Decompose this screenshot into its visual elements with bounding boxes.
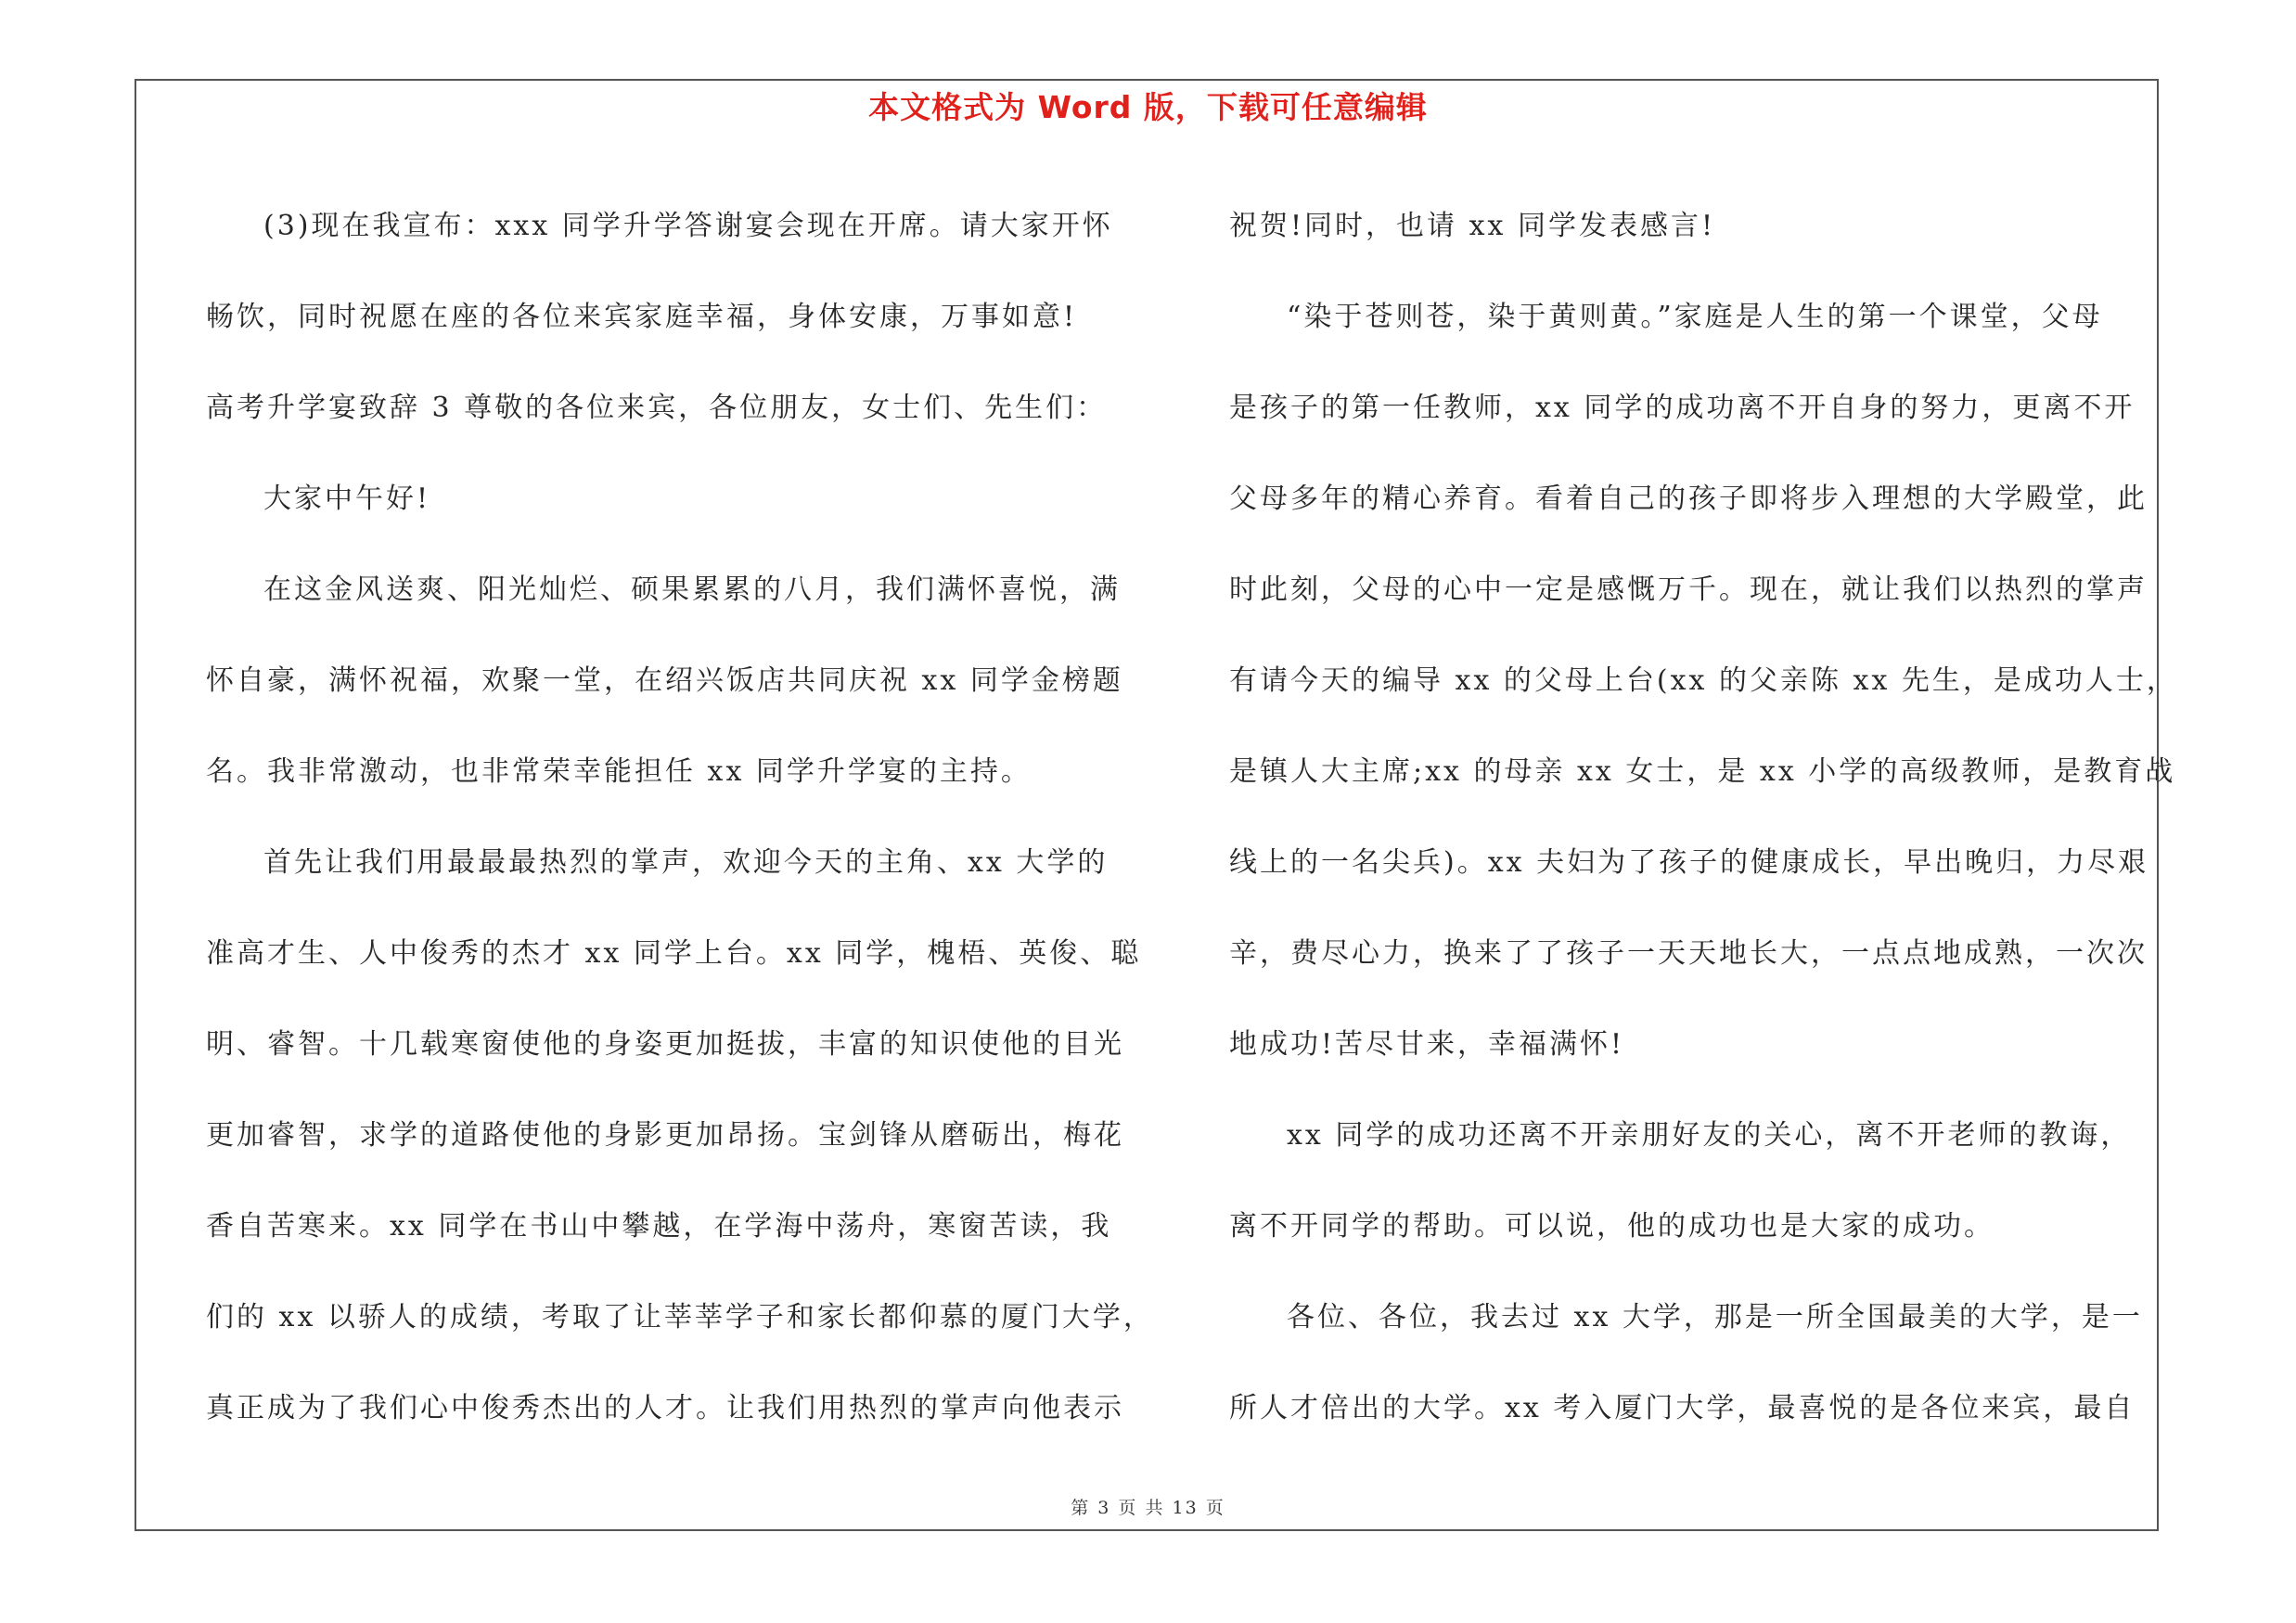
text-line: 时此刻，父母的心中一定是感慨万千。现在，就让我们以热烈的掌声 [1229, 573, 2148, 606]
text-line: 怀自豪，满怀祝福，欢聚一堂，在绍兴饭店共同庆祝 xx 同学金榜题 [206, 664, 1123, 697]
page-number-footer: 第 3 页 共 13 页 [1071, 1498, 1225, 1518]
text-line: 香自苦寒来。xx 同学在书山中攀越，在学海中荡舟，寒窗苦读，我 [206, 1210, 1112, 1243]
text-line: 名。我非常激动，也非常荣幸能担任 xx 同学升学宴的主持。 [206, 755, 1032, 788]
text-line: 更加睿智，求学的道路使他的身影更加昂扬。宝剑锋从磨砺出，梅花 [206, 1119, 1124, 1152]
text-line: 线上的一名尖兵)。xx 夫妇为了孩子的健康成长，早出晚归，力尽艰 [1229, 846, 2149, 879]
text-line: 们的 xx 以骄人的成绩，考取了让莘莘学子和家长都仰慕的厦门大学， [206, 1301, 1154, 1333]
text-line: 父母多年的精心养育。看着自己的孩子即将步入理想的大学殿堂，此 [1229, 483, 2148, 515]
text-line: 在这金风送爽、阳光灿烂、硕果累累的八月，我们满怀喜悦，满 [263, 573, 1121, 606]
text-line: 所人才倍出的大学。xx 考入厦门大学，最喜悦的是各位来宾，最自 [1229, 1392, 2136, 1424]
text-line: 是孩子的第一任教师，xx 同学的成功离不开自身的努力，更离不开 [1229, 392, 2136, 424]
text-line: 高考升学宴致辞 3 尊敬的各位来宾，各位朋友，女士们、先生们： [206, 392, 1108, 424]
text-line: 辛，费尽心力，换来了了孩子一天天地长大，一点点地成熟，一次次 [1229, 937, 2148, 970]
text-line: 畅饮，同时祝愿在座的各位来宾家庭幸福，身体安康，万事如意! [206, 301, 1078, 333]
text-line: 真正成为了我们心中俊秀杰出的人才。让我们用热烈的掌声向他表示 [206, 1392, 1124, 1424]
left-text-column [206, 181, 1154, 1454]
text-line: 准高才生、人中俊秀的杰才 xx 同学上台。xx 同学，槐梧、英俊、聪 [206, 937, 1142, 970]
text-line: 首先让我们用最最最热烈的掌声，欢迎今天的主角、xx 大学的 [263, 846, 1109, 879]
text-line: “染于苍则苍，染于黄则黄。”家庭是人生的第一个课堂，父母 [1287, 301, 2103, 333]
text-line: 有请今天的编导 xx 的父母上台(xx 的父亲陈 xx 先生，是成功人士， [1229, 664, 2177, 697]
text-line: 明、睿智。十几载寒窗使他的身姿更加挺拔，丰富的知识使他的目光 [206, 1028, 1124, 1061]
right-text-column [1229, 181, 2177, 1454]
text-line: 是镇人大主席;xx 的母亲 xx 女士，是 xx 小学的高级教师，是教育战 [1229, 755, 2176, 788]
text-line: 祝贺!同时，也请 xx 同学发表感言! [1229, 210, 1716, 242]
word-format-banner: 本文格式为 Word 版，下载可任意编辑 [868, 89, 1428, 125]
text-line: 离不开同学的帮助。可以说，他的成功也是大家的成功。 [1229, 1210, 1995, 1243]
text-line: xx 同学的成功还离不开亲朋好友的关心，离不开老师的教诲， [1287, 1119, 2132, 1152]
text-line: 大家中午好! [263, 483, 431, 515]
text-line: (3)现在我宣布：xxx 同学升学答谢宴会现在开席。请大家开怀 [263, 210, 1113, 242]
text-line: 地成功!苦尽甘来，幸福满怀! [1229, 1028, 1625, 1061]
text-line: 各位、各位，我去过 xx 大学，那是一所全国最美的大学，是一 [1287, 1301, 2143, 1333]
